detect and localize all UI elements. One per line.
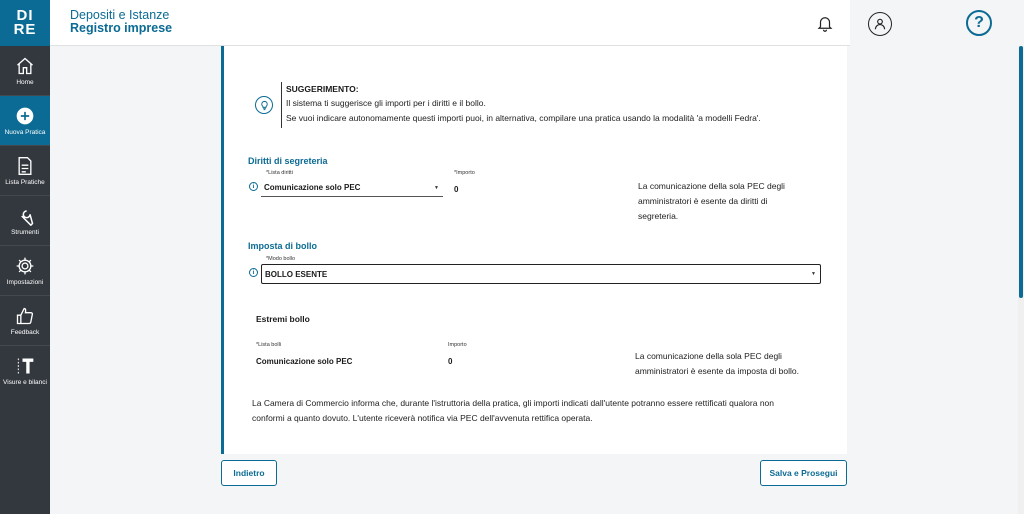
content-panel: [221, 46, 847, 454]
sidebar-item-feedback[interactable]: [0, 296, 50, 346]
suggestion-line-2: Se vuoi indicare autonomamente questi importi puoi, in alternativa, compilare una pratica usando la modalità 'a modelli Fedra'.: [286, 113, 761, 123]
sidebar-item-strumenti[interactable]: [0, 196, 50, 246]
user-avatar-icon[interactable]: [868, 12, 892, 36]
sidebar-item-label: Strumenti: [11, 228, 39, 236]
header-title: Depositi e Istanze: [70, 8, 170, 22]
lista-bolli-value: Comunicazione solo PEC: [256, 357, 353, 366]
sidebar-item-impostazioni[interactable]: [0, 246, 50, 296]
sidebar: [0, 0, 50, 514]
importo-bollo-value: 0: [448, 357, 453, 366]
sidebar-item-label: Home: [16, 78, 34, 86]
sidebar-item-label: Feedback: [10, 328, 40, 336]
sidebar-item-label: Lista Pratiche: [5, 178, 45, 186]
top-header: [50, 0, 850, 46]
sidebar-item-nuova-pratica[interactable]: [0, 96, 50, 146]
sidebar-item-home[interactable]: [0, 46, 50, 96]
sidebar-item-label: Visure e bilanci: [3, 379, 47, 386]
modo-bollo-label: *Modo bollo: [266, 256, 296, 262]
diritti-description: [638, 179, 785, 224]
save-continue-button[interactable]: Salva e Prosegui: [760, 460, 847, 486]
suggestion-line-1: Il sistema ti suggerisce gli importi per i diritti e il bollo.: [286, 98, 486, 108]
t-logo-icon: [15, 356, 35, 376]
sidebar-item-lista-pratiche[interactable]: [0, 146, 50, 196]
lista-diritti-select[interactable]: [261, 181, 443, 197]
sidebar-item-label: Nuova Pratica: [4, 128, 46, 136]
lista-bolli-label: *Lista bolli: [256, 342, 282, 348]
disclaimer-text: [252, 396, 774, 426]
diritti-section-title: Diritti di segreteria: [248, 156, 328, 166]
back-button[interactable]: Indietro: [221, 460, 277, 486]
logo-line2: RE: [13, 21, 37, 38]
lightbulb-icon: [255, 96, 273, 114]
thumbs-up-icon: [15, 306, 35, 326]
bollo-desc-line: La comunicazione della sola PEC degli: [635, 351, 782, 361]
suggestion-divider: [281, 82, 282, 128]
bell-icon[interactable]: [816, 14, 834, 32]
chevron-down-icon: ▼: [434, 185, 439, 191]
diritti-desc-line: segreteria.: [638, 211, 679, 221]
importo-bollo-label: Importo: [448, 342, 467, 348]
header-subtitle: Registro imprese: [70, 21, 173, 35]
suggestion-title: SUGGERIMENTO:: [286, 84, 359, 94]
disclaimer-line: conformi a quanto dovuto. L'utente riceverà notifica via PEC dell'avvenuta rettifica operata.: [252, 413, 593, 423]
diritti-desc-line: La comunicazione della sola PEC degli: [638, 181, 785, 191]
estremi-bollo-label: Estremi bollo: [256, 314, 310, 324]
lista-diritti-label: *Lista diritti: [266, 170, 293, 176]
bollo-desc-line: amministratori è esente da imposta di bollo.: [635, 366, 799, 376]
logo-line1: DI: [16, 7, 34, 24]
modo-bollo-select[interactable]: [261, 264, 821, 284]
lista-diritti-value: Comunicazione solo PEC: [264, 183, 361, 192]
disclaimer-line: La Camera di Commercio informa che, durante l'istruttoria della pratica, gli importi indicati dall'utente potranno essere rettificati qualora non: [252, 398, 775, 408]
info-icon[interactable]: i: [249, 182, 258, 191]
bollo-section-title: Imposta di bollo: [248, 241, 317, 251]
dire-logo[interactable]: [0, 0, 50, 46]
info-icon[interactable]: i: [249, 268, 258, 277]
scrollbar-thumb[interactable]: [1019, 46, 1023, 298]
modo-bollo-value: BOLLO ESENTE: [265, 270, 328, 279]
gear-icon: [15, 256, 35, 276]
diritti-desc-line: amministratori è esente da diritti di: [638, 196, 768, 206]
document-icon: [15, 156, 35, 176]
plus-circle-icon: [15, 106, 35, 126]
wrench-icon: [15, 206, 35, 226]
importo-diritti-label: *Importo: [454, 170, 475, 176]
sidebar-item-visure-bilanci[interactable]: [0, 346, 50, 396]
home-icon: [15, 56, 35, 76]
sidebar-item-label: Impostazioni: [6, 278, 44, 286]
bollo-description: [635, 349, 799, 379]
chevron-down-icon: ▼: [811, 271, 816, 277]
importo-diritti-value: 0: [454, 185, 459, 194]
page-title: [70, 9, 172, 35]
user-area: [850, 0, 1024, 46]
help-icon[interactable]: ?: [966, 10, 992, 36]
